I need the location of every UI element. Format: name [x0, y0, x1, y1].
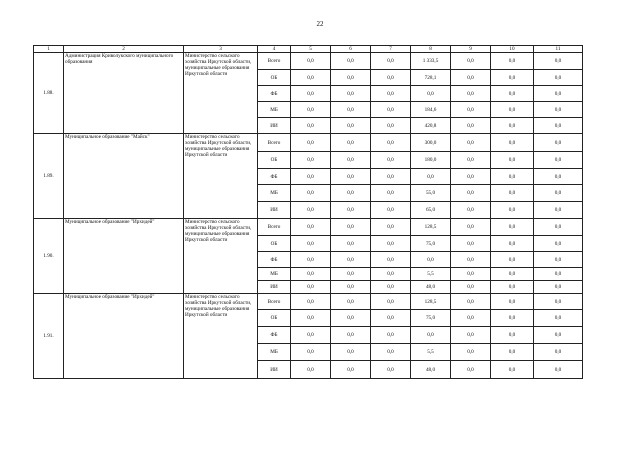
value-cell: 0,0	[331, 344, 371, 361]
value-cell: 75,0	[411, 310, 451, 327]
funding-source: ФБ	[258, 327, 291, 344]
value-cell: 0,0	[411, 169, 451, 185]
funding-source: МБ	[258, 102, 291, 118]
value-cell: 0,0	[491, 102, 534, 118]
value-cell: 5,5	[411, 268, 451, 281]
funding-source: ИИ	[258, 118, 291, 134]
value-cell: 0,0	[371, 327, 411, 344]
funding-source: ОБ	[258, 152, 291, 169]
recipient-name: Муниципальное образование "Ирхидей"	[64, 219, 184, 294]
value-cell: 0,0	[291, 361, 331, 379]
value-cell: 0,0	[411, 327, 451, 344]
value-cell: 0,0	[371, 53, 411, 70]
value-cell: 0,0	[331, 152, 371, 169]
funding-source: ОБ	[258, 236, 291, 252]
value-cell: 0,0	[371, 169, 411, 185]
column-header: 4	[258, 46, 291, 53]
value-cell: 0,0	[491, 185, 534, 202]
value-cell: 0,0	[534, 169, 583, 185]
value-cell: 0,0	[371, 361, 411, 379]
value-cell: 0,0	[411, 86, 451, 102]
value-cell: 48,0	[411, 281, 451, 294]
value-cell: 0,0	[491, 118, 534, 134]
value-cell: 55,0	[411, 185, 451, 202]
funding-source: ИИ	[258, 281, 291, 294]
value-cell: 0,0	[331, 86, 371, 102]
value-cell: 0,0	[331, 281, 371, 294]
value-cell: 0,0	[291, 169, 331, 185]
recipient-name: Муниципальное образование "Майск"	[64, 134, 184, 219]
value-cell: 0,0	[371, 134, 411, 152]
value-cell: 0,0	[534, 294, 583, 310]
value-cell: 0,0	[451, 185, 491, 202]
value-cell: 0,0	[331, 185, 371, 202]
value-cell: 180,0	[411, 152, 451, 169]
value-cell: 0,0	[331, 70, 371, 86]
value-cell: 0,0	[534, 268, 583, 281]
value-cell: 0,0	[451, 169, 491, 185]
value-cell: 0,0	[371, 252, 411, 268]
column-header: 8	[411, 46, 451, 53]
value-cell: 0,0	[534, 281, 583, 294]
value-cell: 0,0	[291, 152, 331, 169]
column-header: 2	[64, 46, 184, 53]
value-cell: 0,0	[291, 236, 331, 252]
value-cell: 65,0	[411, 202, 451, 219]
value-cell: 0,0	[491, 86, 534, 102]
value-cell: 0,0	[534, 219, 583, 236]
table-body	[34, 53, 583, 379]
value-cell: 420,8	[411, 118, 451, 134]
value-cell: 0,0	[291, 185, 331, 202]
funding-source: ОБ	[258, 70, 291, 86]
value-cell: 0,0	[291, 118, 331, 134]
value-cell: 0,0	[331, 118, 371, 134]
value-cell: 0,0	[291, 134, 331, 152]
funding-source: ИИ	[258, 361, 291, 379]
funding-source: ИИ	[258, 202, 291, 219]
value-cell: 300,0	[411, 134, 451, 152]
value-cell: 75,0	[411, 236, 451, 252]
value-cell: 0,0	[371, 294, 411, 310]
value-cell: 0,0	[491, 70, 534, 86]
responsible-organization: Министерство сельского хозяйства Иркутской области, муниципальные образования Иркутской области	[184, 134, 258, 219]
column-header: 6	[331, 46, 371, 53]
value-cell: 0,0	[331, 361, 371, 379]
value-cell: 0,0	[491, 268, 534, 281]
column-header: 3	[184, 46, 258, 53]
column-header: 11	[534, 46, 583, 53]
funding-source: ФБ	[258, 86, 291, 102]
value-cell: 0,0	[291, 268, 331, 281]
value-cell: 0,0	[491, 252, 534, 268]
value-cell: 0,0	[371, 281, 411, 294]
responsible-organization: Министерство сельского хозяйства Иркутской области, муниципальные образования Иркутской области	[184, 219, 258, 294]
funding-source: Всего	[258, 134, 291, 152]
funding-source: ФБ	[258, 252, 291, 268]
value-cell: 0,0	[491, 236, 534, 252]
value-cell: 0,0	[331, 236, 371, 252]
column-header: 5	[291, 46, 331, 53]
value-cell: 5,5	[411, 344, 451, 361]
value-cell: 0,0	[491, 294, 534, 310]
value-cell: 0,0	[331, 219, 371, 236]
value-cell: 184,6	[411, 102, 451, 118]
value-cell: 0,0	[331, 102, 371, 118]
value-cell: 0,0	[331, 53, 371, 70]
value-cell: 0,0	[451, 219, 491, 236]
value-cell: 0,0	[491, 152, 534, 169]
table-row	[34, 294, 583, 310]
value-cell: 0,0	[291, 53, 331, 70]
value-cell: 0,0	[451, 53, 491, 70]
value-cell: 0,0	[451, 86, 491, 102]
value-cell: 0,0	[451, 294, 491, 310]
row-number: 1.88.	[34, 53, 64, 134]
value-cell: 0,0	[491, 219, 534, 236]
value-cell: 0,0	[371, 70, 411, 86]
value-cell: 0,0	[291, 219, 331, 236]
funding-source: МБ	[258, 185, 291, 202]
funding-source: Всего	[258, 294, 291, 310]
value-cell: 0,0	[534, 202, 583, 219]
value-cell: 0,0	[331, 310, 371, 327]
value-cell: 0,0	[291, 327, 331, 344]
value-cell: 0,0	[534, 236, 583, 252]
value-cell: 0,0	[491, 310, 534, 327]
value-cell: 0,0	[451, 252, 491, 268]
value-cell: 0,0	[451, 236, 491, 252]
value-cell: 0,0	[371, 86, 411, 102]
funding-source: ФБ	[258, 169, 291, 185]
table-row	[34, 134, 583, 152]
table-row	[34, 53, 583, 70]
value-cell: 0,0	[451, 70, 491, 86]
value-cell: 0,0	[291, 310, 331, 327]
value-cell: 0,0	[291, 344, 331, 361]
page-number: 22	[316, 20, 324, 28]
value-cell: 0,0	[451, 327, 491, 344]
column-header: 1	[34, 46, 64, 53]
recipient-name: Администрация Криволукского муниципального образования	[64, 53, 184, 134]
value-cell: 0,0	[534, 252, 583, 268]
value-cell: 0,0	[331, 327, 371, 344]
value-cell: 0,0	[491, 134, 534, 152]
value-cell: 0,0	[491, 361, 534, 379]
value-cell: 0,0	[491, 327, 534, 344]
value-cell: 0,0	[534, 185, 583, 202]
value-cell: 1 333,5	[411, 53, 451, 70]
value-cell: 0,0	[371, 152, 411, 169]
value-cell: 0,0	[491, 344, 534, 361]
value-cell: 0,0	[371, 268, 411, 281]
value-cell: 0,0	[451, 118, 491, 134]
table-row	[34, 219, 583, 236]
value-cell: 0,0	[534, 361, 583, 379]
value-cell: 0,0	[331, 134, 371, 152]
value-cell: 0,0	[331, 294, 371, 310]
header-row	[34, 46, 583, 53]
value-cell: 0,0	[491, 53, 534, 70]
funding-source: МБ	[258, 344, 291, 361]
funding-table	[33, 45, 583, 379]
value-cell: 0,0	[291, 252, 331, 268]
value-cell: 0,0	[291, 294, 331, 310]
row-number: 1.91.	[34, 294, 64, 379]
value-cell: 0,0	[291, 202, 331, 219]
value-cell: 0,0	[451, 152, 491, 169]
value-cell: 0,0	[371, 102, 411, 118]
value-cell: 0,0	[371, 344, 411, 361]
value-cell: 0,0	[534, 70, 583, 86]
funding-source: ОБ	[258, 310, 291, 327]
value-cell: 0,0	[534, 327, 583, 344]
row-number: 1.90.	[34, 219, 64, 294]
value-cell: 128,5	[411, 294, 451, 310]
value-cell: 0,0	[371, 310, 411, 327]
value-cell: 0,0	[534, 102, 583, 118]
value-cell: 0,0	[534, 310, 583, 327]
value-cell: 0,0	[371, 185, 411, 202]
value-cell: 0,0	[371, 236, 411, 252]
value-cell: 0,0	[451, 310, 491, 327]
value-cell: 0,0	[451, 102, 491, 118]
value-cell: 0,0	[331, 169, 371, 185]
responsible-organization: Министерство сельского хозяйства Иркутской области, муниципальные образования Иркутской области	[184, 53, 258, 134]
value-cell: 0,0	[451, 344, 491, 361]
value-cell: 0,0	[371, 202, 411, 219]
value-cell: 0,0	[534, 53, 583, 70]
value-cell: 0,0	[291, 70, 331, 86]
value-cell: 0,0	[451, 281, 491, 294]
row-number: 1.89.	[34, 134, 64, 219]
value-cell: 0,0	[451, 268, 491, 281]
value-cell: 0,0	[371, 219, 411, 236]
recipient-name: Муниципальное образование "Ирхидей"	[64, 294, 184, 379]
value-cell: 728,1	[411, 70, 451, 86]
value-cell: 0,0	[534, 118, 583, 134]
value-cell: 0,0	[491, 281, 534, 294]
funding-source: Всего	[258, 219, 291, 236]
funding-source: МБ	[258, 268, 291, 281]
value-cell: 0,0	[491, 169, 534, 185]
value-cell: 0,0	[411, 252, 451, 268]
value-cell: 0,0	[534, 344, 583, 361]
column-header: 7	[371, 46, 411, 53]
value-cell: 0,0	[291, 281, 331, 294]
value-cell: 0,0	[331, 202, 371, 219]
value-cell: 0,0	[491, 202, 534, 219]
value-cell: 0,0	[371, 118, 411, 134]
value-cell: 0,0	[451, 134, 491, 152]
column-header: 9	[451, 46, 491, 53]
value-cell: 0,0	[534, 152, 583, 169]
value-cell: 128,5	[411, 219, 451, 236]
value-cell: 0,0	[331, 252, 371, 268]
value-cell: 0,0	[451, 361, 491, 379]
value-cell: 0,0	[291, 86, 331, 102]
value-cell: 0,0	[534, 134, 583, 152]
column-header: 10	[491, 46, 534, 53]
value-cell: 0,0	[534, 86, 583, 102]
value-cell: 48,0	[411, 361, 451, 379]
value-cell: 0,0	[291, 102, 331, 118]
value-cell: 0,0	[451, 202, 491, 219]
responsible-organization: Министерство сельского хозяйства Иркутской области, муниципальные образования Иркутской области	[184, 294, 258, 379]
funding-source: Всего	[258, 53, 291, 70]
value-cell: 0,0	[331, 268, 371, 281]
